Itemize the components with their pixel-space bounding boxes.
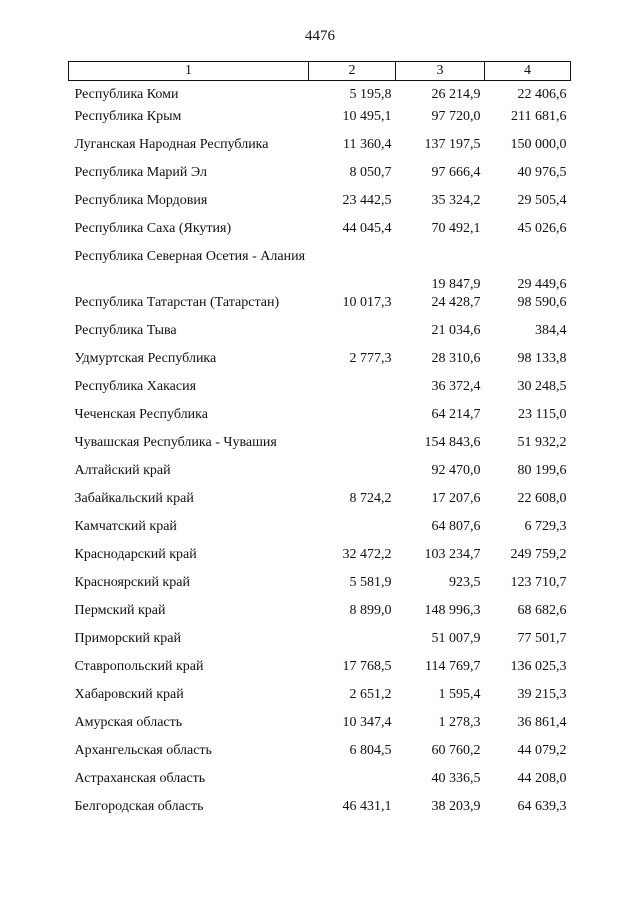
column-2-cell: 17 768,5 <box>342 659 392 674</box>
table-row <box>69 547 571 575</box>
column-2-cell: 10 347,4 <box>342 715 392 730</box>
table-row <box>69 295 571 323</box>
region-name-cell: Краснодарский край <box>74 547 197 562</box>
region-name-cell: Республика Коми <box>74 87 179 102</box>
column-3-cell: 35 324,2 <box>431 193 481 208</box>
table-row <box>69 193 571 221</box>
column-3-cell: 114 769,7 <box>425 659 481 674</box>
table-header <box>69 62 571 81</box>
column-2-cell: 44 045,4 <box>342 221 392 236</box>
column-3-cell: 60 760,2 <box>431 743 481 758</box>
column-2-cell <box>309 519 396 547</box>
column-3-cell: 70 492,1 <box>431 221 481 236</box>
region-name-cell: Республика Мордовия <box>74 193 208 208</box>
column-2-cell: 6 804,5 <box>349 743 392 758</box>
region-name-cell: Хабаровский край <box>74 687 184 702</box>
column-3-cell: 137 197,5 <box>424 137 481 152</box>
column-4-cell: 211 681,6 <box>511 109 567 124</box>
region-name-cell: Республика Крым <box>74 109 182 124</box>
region-name-cell: Амурская область <box>74 715 183 730</box>
table-row <box>69 221 571 249</box>
table-row <box>69 603 571 631</box>
region-name-cell: Республика Хакасия <box>74 379 197 394</box>
column-3-cell: 103 234,7 <box>424 547 481 562</box>
column-4-cell: 23 115,0 <box>518 407 567 422</box>
column-4-cell: 384,4 <box>535 323 567 338</box>
column-2-cell: 10 495,1 <box>342 109 392 124</box>
table-row <box>69 715 571 743</box>
column-2-cell <box>309 407 396 435</box>
table-row <box>69 81 571 110</box>
column-3-cell: 64 214,7 <box>431 407 481 422</box>
table-row <box>69 631 571 659</box>
column-3-cell: 154 843,6 <box>424 435 481 450</box>
column-2-cell <box>309 631 396 659</box>
column-3-cell: 1 595,4 <box>438 687 481 702</box>
region-name-cell: Ставропольский край <box>74 659 204 674</box>
region-name-cell: Белгородская область <box>74 799 204 814</box>
table-row <box>69 435 571 463</box>
region-name-cell: Забайкальский край <box>74 491 194 506</box>
column-2-cell: 10 017,3 <box>342 295 392 310</box>
column-3-cell: 36 372,4 <box>431 379 481 394</box>
column-3-cell: 19 847,9 <box>431 277 481 292</box>
column-4-cell: 44 208,0 <box>517 771 567 786</box>
table-row <box>69 659 571 687</box>
region-name-cell: Республика Тыва <box>74 323 177 338</box>
column-4-cell: 30 248,5 <box>517 379 567 394</box>
column-4-cell: 29 505,4 <box>517 193 567 208</box>
column-4-cell: 22 406,6 <box>517 87 567 102</box>
table-row <box>69 687 571 715</box>
column-4-cell: 68 682,6 <box>517 603 567 618</box>
table-row <box>69 407 571 435</box>
column-4-cell: 40 976,5 <box>517 165 567 180</box>
table-row <box>69 137 571 165</box>
region-name-cell: Пермский край <box>74 603 166 618</box>
region-name-cell: Луганская Народная Республика <box>74 137 269 152</box>
column-2-cell: 8 050,7 <box>349 165 392 180</box>
column-2-cell: 2 651,2 <box>349 687 392 702</box>
column-header-2: 2 <box>309 62 396 81</box>
column-4-cell: 29 449,6 <box>517 277 567 292</box>
column-2-cell: 23 442,5 <box>342 193 392 208</box>
column-4-cell: 77 501,7 <box>517 631 567 646</box>
region-name-cell: Республика Северная Осетия - Алания <box>74 249 306 264</box>
region-name-cell: Приморский край <box>74 631 181 646</box>
table-row <box>69 519 571 547</box>
column-2-cell: 46 431,1 <box>342 799 392 814</box>
column-4-cell: 51 932,2 <box>517 435 567 450</box>
column-2-cell: 32 472,2 <box>342 547 392 562</box>
table-row <box>69 575 571 603</box>
region-name-cell: Камчатский край <box>74 519 177 534</box>
table-row <box>69 799 571 827</box>
column-2-cell: 8 899,0 <box>349 603 392 618</box>
table-row <box>69 109 571 137</box>
column-3-cell: 97 666,4 <box>431 165 481 180</box>
column-3-cell: 64 807,6 <box>431 519 481 534</box>
table-row <box>69 249 571 295</box>
region-name-cell: Республика Саха (Якутия) <box>74 221 232 236</box>
region-name-cell: Республика Марий Эл <box>74 165 207 180</box>
column-2-cell: 2 777,3 <box>349 351 392 366</box>
column-3-cell: 1 278,3 <box>438 715 481 730</box>
column-2-cell <box>309 771 396 799</box>
column-3-cell: 17 207,6 <box>431 491 481 506</box>
column-header-3: 3 <box>396 62 485 81</box>
region-name-cell: Астраханская область <box>74 771 206 786</box>
region-name-cell: Красноярский край <box>74 575 190 590</box>
column-3-cell: 40 336,5 <box>431 771 481 786</box>
column-3-cell: 28 310,6 <box>431 351 481 366</box>
column-3-cell: 148 996,3 <box>424 603 481 618</box>
column-3-cell: 26 214,9 <box>431 87 481 102</box>
column-4-cell: 123 710,7 <box>510 575 567 590</box>
region-name-cell: Архангельская область <box>74 743 212 758</box>
table-row <box>69 323 571 351</box>
column-4-cell: 36 861,4 <box>517 715 567 730</box>
column-3-cell: 24 428,7 <box>431 295 481 310</box>
column-2-cell: 5 581,9 <box>349 575 392 590</box>
column-2-cell <box>309 463 396 491</box>
region-name-cell: Республика Татарстан (Татарстан) <box>74 295 280 310</box>
region-name-cell: Чеченская Республика <box>74 407 208 422</box>
column-4-cell: 22 608,0 <box>517 491 567 506</box>
table-row <box>69 351 571 379</box>
column-2-cell: 5 195,8 <box>349 87 392 102</box>
column-header-1: 1 <box>69 62 309 81</box>
column-header-4: 4 <box>485 62 571 81</box>
column-4-cell: 98 590,6 <box>517 295 567 310</box>
table-body <box>69 81 571 828</box>
region-name-cell: Удмуртская Республика <box>74 351 217 366</box>
column-2-cell: 11 360,4 <box>343 137 392 152</box>
column-3-cell: 38 203,9 <box>431 799 481 814</box>
column-4-cell: 80 199,6 <box>517 463 567 478</box>
table-row <box>69 491 571 519</box>
column-4-cell: 39 215,3 <box>517 687 567 702</box>
column-2-cell: 8 724,2 <box>349 491 392 506</box>
column-4-cell: 45 026,6 <box>517 221 567 236</box>
column-4-cell: 136 025,3 <box>510 659 567 674</box>
budget-table <box>68 61 571 827</box>
table-row <box>69 379 571 407</box>
region-name-cell: Чувашская Республика - Чувашия <box>74 435 277 450</box>
column-4-cell: 150 000,0 <box>510 137 567 152</box>
page-number: 4476 <box>305 28 335 44</box>
column-3-cell: 923,5 <box>449 575 481 590</box>
table-row <box>69 463 571 491</box>
column-2-cell <box>309 249 396 295</box>
region-name-cell: Алтайский край <box>74 463 171 478</box>
column-3-cell: 92 470,0 <box>431 463 481 478</box>
column-2-cell <box>309 435 396 463</box>
table-row <box>69 771 571 799</box>
column-3-cell: 97 720,0 <box>431 109 481 124</box>
column-4-cell: 249 759,2 <box>510 547 567 562</box>
column-2-cell <box>309 323 396 351</box>
column-4-cell: 98 133,8 <box>517 351 567 366</box>
column-4-cell: 6 729,3 <box>524 519 567 534</box>
column-4-cell: 44 079,2 <box>517 743 567 758</box>
table-row <box>69 165 571 193</box>
column-2-cell <box>309 379 396 407</box>
column-3-cell: 51 007,9 <box>431 631 481 646</box>
table-row <box>69 743 571 771</box>
column-3-cell: 21 034,6 <box>431 323 481 338</box>
column-4-cell: 64 639,3 <box>517 799 567 814</box>
